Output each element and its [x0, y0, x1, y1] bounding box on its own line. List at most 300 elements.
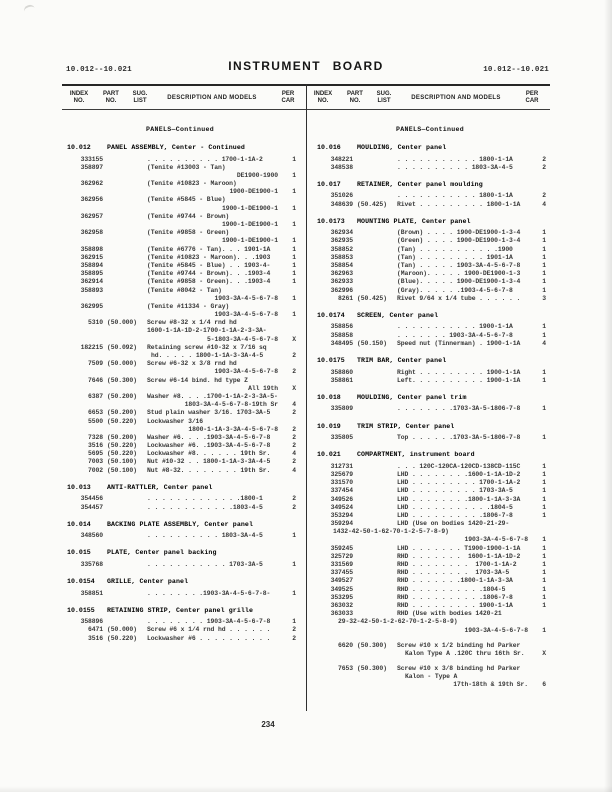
part-row: [313, 192, 547, 200]
part-number: 7653: [338, 665, 353, 673]
part-number: 182215: [80, 343, 103, 351]
description: (Tan) . . . . . 1903-3A-4-5-6-7-8: [397, 262, 521, 269]
description: . . . . . . . . . . . 1703-3A-5: [147, 560, 263, 568]
per-car-qty: 4: [292, 450, 296, 458]
sug-list-price: (50.425): [357, 200, 387, 208]
part-row: [63, 626, 297, 634]
per-car-qty: 1: [542, 462, 546, 470]
per-car-qty: 1: [542, 470, 546, 478]
part-row: [313, 295, 547, 303]
per-car-qty: 1: [542, 405, 546, 413]
column-header-line: NO.: [105, 98, 117, 104]
part-row: [63, 246, 297, 254]
parts-section-10.0155: [63, 607, 297, 643]
part-number: 331569: [330, 561, 353, 568]
part-number: 325729: [330, 552, 353, 560]
description: Rivet 9/64 x 1/4 tube . . . . . .: [397, 294, 521, 302]
part-number: 349525: [330, 585, 353, 593]
column-divider: [306, 84, 307, 711]
part-number: 362957: [80, 212, 103, 220]
part-number: 362962: [80, 180, 103, 188]
description-continuation: 1903-3A-4-5-6-7-8: [464, 536, 528, 544]
sug-list-price: (50.000): [107, 360, 137, 368]
section-heading: [313, 394, 547, 403]
part-row: [63, 467, 297, 475]
per-car-qty: 1: [292, 221, 296, 228]
part-row: [63, 156, 297, 164]
part-row: [313, 602, 547, 610]
per-car-qty: 1: [292, 589, 296, 597]
section-number: 10.012: [67, 144, 91, 151]
description-continuation: 1900-DE1900-1: [229, 188, 278, 196]
per-car-qty: 1: [542, 253, 546, 261]
description: LHD . . . . . . . . . 1703-3A-5: [397, 487, 513, 495]
description: RHD . . . . . . .1800-1-1A-3-3A: [397, 577, 513, 585]
per-car-qty: 1: [542, 487, 546, 495]
part-number: 6653: [88, 409, 103, 417]
part-row: [63, 213, 297, 221]
part-number: 358897: [80, 163, 103, 171]
section-heading: [63, 484, 297, 493]
part-row: [63, 180, 297, 188]
sug-list-price: (50.100): [107, 458, 137, 466]
section-title: MOUNTING PLATE, Center panel: [357, 217, 471, 225]
sug-list-price: (50.220): [107, 450, 137, 458]
part-number: 335809: [330, 405, 353, 413]
part-number: 358858: [330, 331, 353, 339]
section-heading: [63, 521, 297, 530]
part-row: [63, 344, 297, 352]
description-continuation: 1803-3A-4-5-6-7-8-19th Sr: [184, 401, 278, 409]
per-car-qty: 1: [292, 278, 296, 286]
per-car-qty: 1: [292, 237, 296, 245]
part-number: 348495: [330, 339, 353, 347]
column-header-line: SUG.: [376, 91, 392, 97]
per-car-qty: 1: [292, 261, 296, 269]
description: . . . . . . . . . . 1803-3A-4-5: [397, 163, 513, 171]
description: Washer #6. . . .1903-3A-4-5-6-7-8: [147, 433, 271, 441]
part-row: [313, 627, 547, 635]
part-row: [313, 332, 547, 340]
parts-column-left: [63, 121, 297, 643]
part-row: [63, 635, 297, 643]
section-heading: [313, 144, 547, 153]
description-continuation: hd. . . . . 1800-1-1A-3-3A-4-5: [151, 352, 264, 359]
part-number: 335768: [80, 560, 103, 568]
part-number: 362934: [330, 229, 353, 237]
column-header-line: DESCRIPTION AND MODELS: [411, 94, 501, 101]
per-car-qty: 1: [292, 560, 296, 568]
section-title: RETAINING STRIP, Center panel grille: [107, 606, 254, 614]
part-number: 337454: [330, 487, 353, 495]
description-continuation: 1800-1-1A-3-3A-4-5-6-7-8: [188, 425, 278, 433]
part-row: [63, 205, 297, 213]
description: . . . . . . . .1903-3A-4-5-6-7-8-: [147, 589, 271, 597]
description-continuation: Kalon Type A .120C thru 16th Sr.: [405, 649, 525, 657]
section-number: 10.0175: [317, 357, 345, 364]
part-row: [63, 172, 297, 180]
section-heading: [313, 181, 547, 190]
section-range-right: 10.012--10.021: [483, 66, 549, 74]
per-car-qty: 1: [542, 569, 546, 577]
per-car-qty: 1: [542, 503, 546, 511]
part-number: 349524: [330, 503, 353, 511]
part-number: 7509: [88, 360, 103, 368]
part-number: 358860: [330, 368, 353, 376]
scan-artifact: [23, 4, 37, 17]
description: RHD . . . . . . . . . .1806-7-8: [397, 593, 513, 601]
section-heading: [313, 357, 547, 366]
part-number: 5695: [88, 450, 103, 458]
per-car-qty: 2: [292, 626, 296, 634]
part-row: [63, 618, 297, 626]
per-car-qty: 1: [292, 618, 296, 626]
part-number: 362996: [330, 286, 353, 294]
per-car-qty: 2: [292, 433, 296, 441]
part-number: 354457: [80, 503, 103, 511]
section-number: 10.017: [317, 180, 341, 188]
part-row: [63, 385, 297, 393]
per-car-qty: 1: [542, 270, 546, 278]
description: LHD . . . . . . . .1600-1-1A-1D-2: [397, 470, 521, 478]
part-number: 362958: [80, 229, 103, 237]
description: LHD . . . . . . . .1800-1-1A-3-3A: [397, 495, 521, 503]
part-row: [313, 434, 547, 442]
part-number: 362914: [80, 278, 103, 286]
part-number: 3516: [88, 442, 103, 450]
column-header-line: INDEX: [69, 91, 89, 97]
column-header-sug-list: [126, 88, 154, 108]
part-number: 325679: [330, 470, 353, 478]
part-row: [313, 471, 547, 479]
description: Lockwasher #6. .1903-3A-4-5-6-7-8: [147, 442, 271, 450]
parts-section-10.0154: [63, 578, 297, 598]
section-title: PANEL ASSEMBLY, Center - Continued: [107, 144, 245, 151]
description: RHD . . . . . . . 1600-1-1A-1D-2: [397, 552, 521, 560]
part-row: [313, 504, 547, 512]
per-car-qty: 1: [542, 229, 546, 237]
section-heading: [63, 549, 297, 558]
description: Screw #6-14 bind. hd type Z: [147, 376, 248, 384]
part-row: [313, 594, 547, 602]
sug-list-price: (50.100): [107, 466, 137, 474]
part-number: 337455: [330, 569, 353, 577]
section-number: 10.021: [317, 451, 341, 459]
description: RHD . . . . . . . . 1700-1-1A-2: [397, 561, 517, 568]
per-car-qty: 1: [542, 544, 546, 552]
description-continuation: 17th-18th & 19th Sr.: [453, 681, 528, 689]
description: Nut #8-32. . . . . . . . 19th Sr.: [147, 466, 271, 474]
part-number: 6620: [338, 641, 353, 649]
part-row: [63, 442, 297, 450]
part-number: 362933: [330, 278, 353, 286]
per-car-qty: 1: [542, 511, 546, 519]
column-header-line: PART: [103, 91, 119, 97]
description: (Tenite #9858 - Green). . .1903-4: [147, 278, 271, 286]
sug-list-price: (50.000): [107, 626, 137, 634]
part-number: 358896: [80, 618, 103, 626]
column-header-per-car: [270, 88, 306, 108]
parts-section-10.014: [63, 521, 297, 541]
per-car-qty: 1: [542, 626, 546, 634]
part-row: [313, 340, 547, 348]
part-number: 351026: [330, 192, 353, 200]
scan-edge-shadow: [0, 786, 612, 792]
per-car-qty: 1: [292, 188, 296, 196]
description: (Green) . . . . 1900-DE1900-1-3-4: [397, 237, 521, 245]
column-header-line: PER: [525, 91, 539, 97]
column-header-line: CAR: [281, 98, 295, 104]
part-row: [63, 360, 297, 368]
part-row: [63, 327, 297, 335]
part-row: [63, 418, 297, 426]
per-car-qty: 2: [292, 442, 296, 450]
part-row: [313, 577, 547, 585]
description: RHD . . . . . . . . 1703-3A-5: [397, 569, 510, 577]
part-row: [313, 496, 547, 504]
part-row: [313, 520, 547, 528]
sug-list-price: (50.000): [107, 319, 137, 327]
part-number: 362915: [80, 253, 103, 261]
description: Stud plain washer 3/16. 1703-3A-5: [147, 409, 271, 417]
page-number: 234: [261, 720, 275, 729]
part-number: 359294: [330, 520, 353, 528]
part-row: [63, 450, 297, 458]
part-row: [63, 352, 297, 360]
parts-section-10.016: [313, 144, 547, 172]
per-car-qty: X: [292, 384, 296, 392]
description: Washer #8. . . .1700-1-1A-2-3-3A-5-: [147, 392, 278, 400]
per-car-qty: 1: [542, 561, 546, 568]
part-row: [63, 319, 297, 327]
part-row: [313, 673, 547, 681]
part-row: [313, 665, 547, 673]
parts-section-10.0174: [313, 312, 547, 348]
part-row: [63, 434, 297, 442]
part-row: [313, 586, 547, 594]
part-row: [63, 254, 297, 262]
per-car-qty: 2: [542, 163, 546, 171]
description: (Tenite #5845 - Blue) . . 1903-4-: [147, 261, 271, 269]
part-row: [313, 610, 547, 618]
section-title: COMPARTMENT, instrument board: [357, 451, 475, 459]
section-number: 10.016: [317, 144, 341, 151]
part-number: 353295: [330, 593, 353, 601]
per-car-qty: 1: [542, 376, 546, 384]
part-number: 331570: [330, 479, 353, 487]
description-continuation: 1903-3A-4-5-6-7-8: [214, 311, 278, 319]
per-car-qty: 3: [542, 294, 546, 302]
section-heading: [313, 218, 547, 227]
per-car-qty: 2: [542, 192, 546, 200]
description: LHD . . . . . . . . . .1806-7-8: [397, 511, 513, 519]
per-car-qty: 1: [542, 368, 546, 376]
per-car-qty: 4: [542, 339, 546, 347]
part-number: 363032: [330, 601, 353, 609]
part-row: [63, 590, 297, 598]
parts-section-10.015: [63, 549, 297, 569]
part-row: [313, 237, 547, 245]
part-number: 6387: [88, 392, 103, 400]
part-row: [63, 495, 297, 503]
part-number: 7003: [88, 458, 103, 466]
part-number: 362956: [80, 196, 103, 204]
column-header-per-car: [514, 88, 550, 108]
section-range-left: 10.012--10.021: [66, 66, 132, 74]
description: . . . . . . . . . . . .1803-4-5: [147, 503, 263, 511]
column-header-line: NO.: [317, 98, 329, 104]
per-car-qty: 1: [292, 253, 296, 261]
section-heading: [63, 607, 297, 616]
section-number: 10.0173: [317, 217, 345, 225]
description: . . . . . . . 1903-3A-4-5-6-7-8: [397, 331, 513, 339]
parts-section-10.013: [63, 484, 297, 512]
page-title: INSTRUMENT BOARD: [228, 59, 384, 73]
section-heading: [63, 144, 297, 153]
sug-list-price: (50.300): [107, 376, 137, 384]
column-header-line: INDEX: [313, 91, 333, 97]
part-row: [313, 405, 547, 413]
per-car-qty: 4: [542, 200, 546, 208]
part-row: [63, 188, 297, 196]
part-row: [63, 303, 297, 311]
per-car-qty: 1: [542, 536, 546, 544]
per-car-qty: 2: [292, 495, 296, 503]
section-title: MOULDING, Center panel trim: [357, 393, 467, 401]
part-row: [313, 681, 547, 689]
section-heading: [313, 451, 547, 460]
description-continuation: 1903-3A-4-5-6-7-8: [464, 626, 528, 634]
description: Lockwasher 3/16: [147, 417, 204, 425]
part-number: 358851: [80, 589, 103, 597]
per-car-qty: 1: [542, 495, 546, 503]
per-car-qty: 2: [292, 352, 296, 359]
description: (Tenite #8042 - Tan): [147, 286, 222, 294]
group-heading: PANELS—Continued: [145, 126, 215, 133]
part-row: [63, 561, 297, 569]
part-row: [63, 270, 297, 278]
description: Lockwasher #6 . . . . . . . . . .: [147, 634, 271, 642]
sug-list-price: (50.200): [107, 433, 137, 441]
per-car-qty: 1: [292, 245, 296, 253]
part-number: 3516: [88, 634, 103, 642]
part-row: [63, 336, 297, 344]
part-number: 333155: [80, 155, 103, 163]
description-continuation: 1432-42-50-1-62-70-1-2-5-7-8-9): [333, 528, 449, 536]
part-number: 5310: [88, 319, 103, 327]
column-header-sug-list: [370, 88, 398, 108]
section-number: 10.0174: [317, 311, 345, 319]
per-car-qty: 4: [292, 466, 296, 474]
description: . . . . . . . . . . . . .1800-1: [147, 495, 263, 503]
per-car-qty: 2: [542, 155, 546, 163]
part-number: 354456: [80, 495, 103, 503]
per-car-qty: 1: [292, 155, 296, 163]
description-continuation: 1903-3A-4-5-6-7-8: [214, 368, 278, 376]
description: Lockwasher #8. . . . . . 19th Sr.: [147, 450, 271, 458]
part-row: [63, 458, 297, 466]
column-header-description: [398, 88, 514, 108]
part-number: 358853: [330, 253, 353, 261]
part-number: 358895: [80, 270, 103, 278]
per-car-qty: 1: [292, 294, 296, 302]
description-continuation: 1900-1-DE1900-1: [221, 237, 278, 245]
description: Screw #6-32 x 3/8 rnd hd: [147, 360, 237, 368]
part-row: [63, 237, 297, 245]
description-continuation: Kalon - Type A: [405, 673, 458, 681]
description-continuation: DE1900-1900: [236, 171, 278, 179]
description: (Tenite #11334 - Gray): [147, 302, 230, 310]
part-row: [63, 295, 297, 303]
description: LHD . . . . . . . . . . .1804-5: [397, 503, 513, 511]
parts-section-10.017: [313, 181, 547, 209]
part-row: [313, 164, 547, 172]
spacer: [313, 635, 547, 642]
sug-list-price: (50.425): [357, 294, 387, 302]
part-number: 358898: [80, 245, 103, 253]
per-car-qty: 1: [542, 262, 546, 269]
part-row: [63, 221, 297, 229]
description: . . . . . . . . . . . 1900-1-1A: [397, 323, 513, 331]
column-header-line: NO.: [73, 98, 85, 104]
part-number: 348538: [330, 163, 353, 171]
section-title: PLATE, Center panel backing: [107, 549, 217, 557]
column-header-line: DESCRIPTION AND MODELS: [167, 94, 257, 101]
part-number: 362963: [330, 270, 353, 278]
per-car-qty: 1: [542, 434, 546, 442]
column-header-description: [154, 88, 270, 108]
part-row: [313, 262, 547, 270]
per-car-qty: 4: [292, 401, 296, 409]
part-number: 7002: [88, 466, 103, 474]
part-number: 348639: [330, 200, 353, 208]
description: Retaining screw #10-32 x 7/16 sq: [147, 343, 267, 351]
sug-list-price: (50.200): [107, 409, 137, 417]
part-number: 349527: [330, 577, 353, 585]
description: . . . . . . . . . . . 1800-1-1A: [397, 155, 513, 163]
column-header-part-no: [340, 88, 370, 108]
sug-list-price: (50.092): [107, 343, 137, 351]
sug-list-price: (50.200): [107, 392, 137, 400]
section-heading: [313, 423, 547, 432]
description-continuation: 1900-1-DE1900-1: [221, 221, 278, 228]
part-row: [63, 229, 297, 237]
section-title: GRILLE, Center panel: [107, 578, 189, 586]
column-header-line: CAR: [525, 98, 539, 104]
part-number: 349526: [330, 495, 353, 503]
part-row: [313, 287, 547, 295]
section-number: 10.0155: [67, 606, 95, 614]
column-header-line: SUG.: [132, 91, 148, 97]
part-row: [63, 311, 297, 319]
description: (Tenite #9744 - Brown). . .1903-4: [147, 270, 271, 278]
part-row: [313, 618, 547, 626]
per-car-qty: 1: [542, 331, 546, 339]
part-row: [313, 463, 547, 471]
part-number: 362995: [80, 302, 103, 310]
column-header-part-no: [96, 88, 126, 108]
description: Left. . . . . . . . . . 1900-1-1A: [397, 376, 521, 384]
section-number: 10.018: [317, 393, 341, 401]
per-car-qty: 1: [292, 204, 296, 212]
part-number: 348221: [330, 155, 353, 163]
description: (Gray). . . . . .1903-4-5-6-7-8: [397, 286, 513, 294]
part-row: [63, 368, 297, 376]
part-row: [313, 553, 547, 561]
parts-column-right: [313, 121, 547, 690]
part-number: 358852: [330, 245, 353, 253]
description: LHD (Use on bodies 1420-21-29-: [397, 520, 510, 528]
